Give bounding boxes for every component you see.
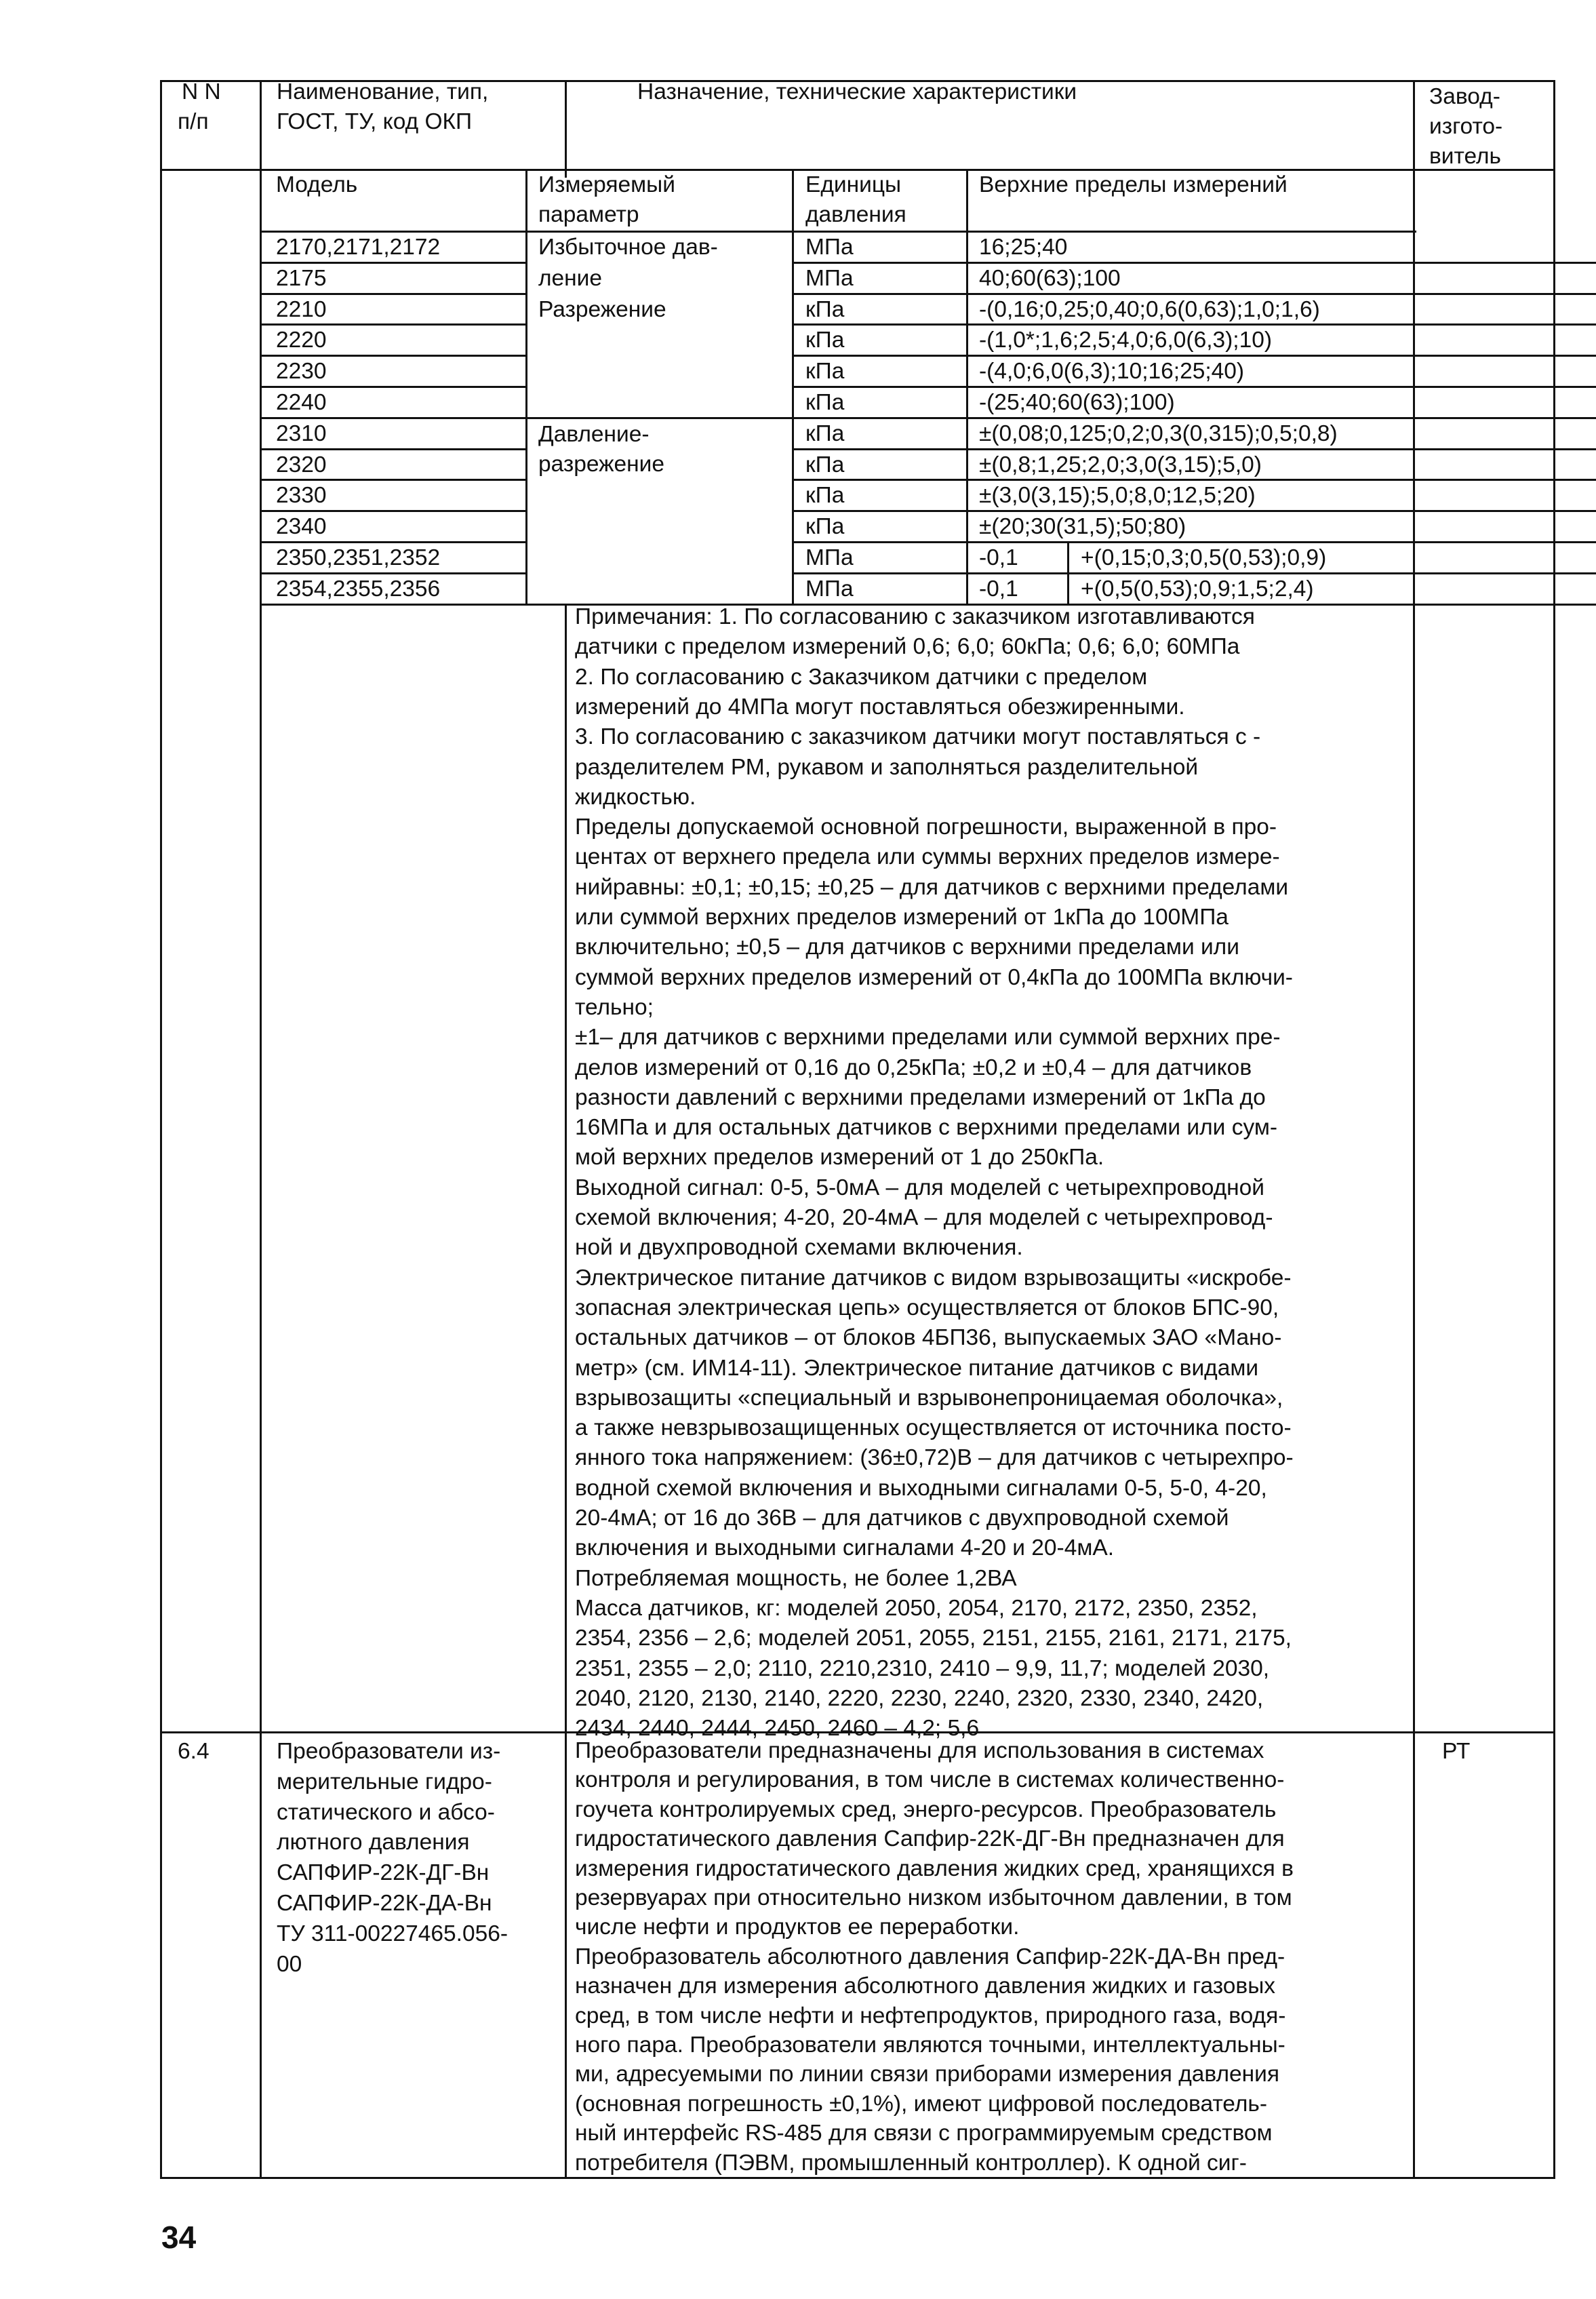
note-line: нийравны: ±0,1; ±0,15; ±0,25 – для датчиков с верхними пределами bbox=[575, 874, 1289, 900]
note-line: суммой верхних пределов измерений от 0,4кПа до 100МПа включи- bbox=[575, 964, 1293, 990]
note-line: 2354, 2356 – 2,6; моделей 2051, 2055, 2151, 2155, 2161, 2171, 2175, bbox=[575, 1626, 1292, 1651]
header-num-line1: N N bbox=[182, 79, 221, 104]
spec-cell-unit: кПа bbox=[805, 420, 845, 446]
description-line: гидростатического давления Сапфир-22К-ДГ-Вн предназначен для bbox=[575, 1826, 1285, 1852]
note-line: Масса датчиков, кг: моделей 2050, 2054, 2170, 2172, 2350, 2352, bbox=[575, 1595, 1258, 1621]
note-line: зопасная электрическая цепь» осуществляется от блоков БПС-90, bbox=[575, 1295, 1279, 1320]
spec-cell-model: 2340 bbox=[276, 514, 327, 540]
note-line: 20-4мА; от 16 до 36В – для датчиков с двухпроводной схемой bbox=[575, 1506, 1229, 1531]
item-name-line: лютного давления bbox=[277, 1830, 470, 1855]
spec-row-line bbox=[792, 262, 1596, 264]
spec-header-param-line1: Измеряемый bbox=[538, 172, 675, 197]
header-maker-line1: Завод- bbox=[1429, 84, 1500, 109]
spec-cell-limit: -0,1 bbox=[979, 545, 1018, 570]
note-line: жидкостью. bbox=[575, 784, 696, 810]
spec-header-limits: Верхние пределы измерений bbox=[979, 172, 1288, 197]
description-line: потребителя (ПЭВМ, промышленный контроллер). К одной сиг- bbox=[575, 2150, 1247, 2176]
spec-cell-limit: -(0,16;0,25;0,40;0,6(0,63);1,0;1,6) bbox=[979, 296, 1320, 322]
note-line: разности давлений с верхними пределами измерений от 1кПа до bbox=[575, 1084, 1266, 1110]
note-line: остальных датчиков – от блоков 4БП36, выпускаемых ЗАО «Мано- bbox=[575, 1325, 1282, 1351]
spec-cell-model: 2170,2171,2172 bbox=[276, 235, 441, 260]
spec-cell-model: 2350,2351,2352 bbox=[276, 545, 441, 570]
spec-cell-model: 2354,2355,2356 bbox=[276, 576, 441, 602]
spec-cell-limit-positive: +(0,5(0,53);0,9;1,5;2,4) bbox=[1081, 576, 1314, 602]
note-line: измерений до 4МПа могут поставляться обезжиренными. bbox=[575, 694, 1185, 720]
note-line: ±1– для датчиков с верхними пределами или суммой верхних пре- bbox=[575, 1025, 1281, 1050]
note-line: взрывозащиты «специальный и взрывонепроницаемая оболочка», bbox=[575, 1385, 1283, 1411]
item-name-line: 00 bbox=[277, 1951, 302, 1977]
item-name-line: САПФИР-22К-ДГ-Вн bbox=[277, 1860, 490, 1886]
note-line: мой верхних пределов измерений от 1 до 250кПа. bbox=[575, 1145, 1104, 1171]
param-overpressure-line1: Избыточное дав- bbox=[538, 235, 718, 260]
note-line: делов измерений от 0,16 до 0,25кПа; ±0,2 и ±0,4 – для датчиков bbox=[575, 1055, 1252, 1080]
spec-cell-model: 2210 bbox=[276, 296, 327, 322]
description-line: резервуарах при относительно низком избыточном давлении, в том bbox=[575, 1885, 1292, 1910]
note-line: метр» (см. ИМ14-11). Электрическое питание датчиков с видами bbox=[575, 1355, 1259, 1381]
note-line: разделителем РМ, рукавом и заполняться разделительной bbox=[575, 754, 1199, 780]
param-pressure-vacuum-line2: разрежение bbox=[538, 452, 665, 477]
header-purpose: Назначение, технические характеристики bbox=[637, 79, 1077, 104]
note-line: Потребляемая мощность, не более 1,2ВА bbox=[575, 1565, 1017, 1591]
col-line-2-top bbox=[565, 80, 567, 178]
spec-cell-unit: МПа bbox=[805, 576, 854, 602]
item-name-line: САПФИР-22К-ДА-Вн bbox=[277, 1891, 492, 1916]
description-line: контроля и регулирования, в том числе в системах количественно- bbox=[575, 1767, 1285, 1793]
spec-cell-model: 2310 bbox=[276, 420, 327, 446]
note-line: включительно; ±0,5 – для датчиков с верхними пределами или bbox=[575, 935, 1239, 960]
spec-cell-unit: кПа bbox=[805, 328, 845, 353]
note-line: или суммой верхних пределов измерений от 1кПа до 100МПа bbox=[575, 905, 1229, 930]
spec-cell-unit: МПа bbox=[805, 545, 854, 570]
description-line: ный интерфейс RS-485 для связи с программируемым средством bbox=[575, 2121, 1273, 2146]
note-line: 2434, 2440, 2444, 2450, 2460 – 4,2; 5,6 bbox=[575, 1716, 980, 1742]
description-line: сред, в том числе нефти и нефтепродуктов, природного газа, водя- bbox=[575, 2003, 1286, 2028]
header-name-line1: Наименование, тип, bbox=[277, 79, 489, 104]
spec-cell-unit: кПа bbox=[805, 483, 845, 509]
note-line: ной и двухпроводной схемами включения. bbox=[575, 1235, 1023, 1261]
spec-cell-unit: МПа bbox=[805, 265, 854, 291]
spec-cell-limit: -(1,0*;1,6;2,5;4,0;6,0(6,3);10) bbox=[979, 328, 1273, 353]
spec-cell-limit: ±(20;30(31,5);50;80) bbox=[979, 514, 1186, 540]
note-line: янного тока напряжением: (36±0,72)В – для датчиков с четырехпро- bbox=[575, 1445, 1294, 1471]
description-line: Преобразователи предназначены для использования в системах bbox=[575, 1738, 1264, 1763]
note-line: датчики с пределом измерений 0,6; 6,0; 60кПа; 0,6; 6,0; 60МПа bbox=[575, 634, 1240, 660]
spec-cell-model: 2330 bbox=[276, 483, 327, 509]
header-maker-line2: изгото- bbox=[1429, 114, 1503, 139]
note-line: схемой включения; 4-20, 20-4мА – для моделей с четырехпровод- bbox=[575, 1205, 1273, 1230]
description-line: (основная погрешность ±0,1%), имеют цифровой последователь- bbox=[575, 2091, 1267, 2117]
spec-cell-model: 2240 bbox=[276, 390, 327, 415]
description-line: Преобразователь абсолютного давления Сапфир-22К-ДА-Вн пред- bbox=[575, 1944, 1285, 1969]
description-line: гоучета контролируемых сред, энерго-ресурсов. Преобразователь bbox=[575, 1796, 1277, 1822]
spec-header-units-line1: Единицы bbox=[805, 172, 902, 197]
col-line-2-bottom bbox=[565, 604, 567, 2179]
description-line: ного пара. Преобразователи являются точными, интеллектуальны- bbox=[575, 2032, 1285, 2058]
spec-header-param-line2: параметр bbox=[538, 202, 639, 227]
note-line: 16МПа и для остальных датчиков с верхними пределами или сум- bbox=[575, 1115, 1278, 1141]
item-name-line: мерительные гидро- bbox=[277, 1769, 492, 1794]
frame-left bbox=[160, 80, 162, 2179]
header-maker-line3: витель bbox=[1429, 144, 1501, 169]
note-line: Электрическое питание датчиков с видом взрывозащиты «искробе- bbox=[575, 1265, 1292, 1291]
spec-cell-unit: МПа bbox=[805, 235, 854, 260]
note-line: а также невзрывозащищенных осуществляется от источника посто- bbox=[575, 1415, 1292, 1441]
description-line: измерения гидростатического давления жидких сред, хранящихся в bbox=[575, 1855, 1294, 1881]
note-line: тельно; bbox=[575, 994, 654, 1020]
spec-cell-unit: кПа bbox=[805, 296, 845, 322]
spec-cell-limit: ±(3,0(3,15);5,0;8,0;12,5;20) bbox=[979, 483, 1256, 509]
spec-cell-limit: -(4,0;6,0(6,3);10;16;25;40) bbox=[979, 359, 1245, 385]
spec-cell-unit: кПа bbox=[805, 514, 845, 540]
spec-cell-model: 2320 bbox=[276, 452, 327, 477]
spec-cell-unit: кПа bbox=[805, 390, 845, 415]
note-line: 2351, 2355 – 2,0; 2110, 2210,2310, 2410 – 9,9, 11,7; моделей 2030, bbox=[575, 1655, 1270, 1681]
spec-cell-limit-positive: +(0,15;0,3;0,5(0,53);0,9) bbox=[1081, 545, 1327, 570]
spec-cell-limit: -0,1 bbox=[979, 576, 1018, 602]
item-name-line: статического и абсо- bbox=[277, 1799, 495, 1825]
spec-header-model: Модель bbox=[276, 172, 358, 197]
spec-cell-limit: -(25;40;60(63);100) bbox=[979, 390, 1175, 415]
note-line: включения и выходными сигналами 4-20 и 20-4мА. bbox=[575, 1535, 1115, 1561]
spec-cell-limit: 40;60(63);100 bbox=[979, 265, 1121, 291]
frame-right bbox=[1553, 80, 1555, 2179]
item-name-line: ТУ 311-00227465.056- bbox=[277, 1921, 508, 1946]
description-line: числе нефти и продуктов ее переработки. bbox=[575, 1914, 1020, 1940]
param-overpressure-line2: ление bbox=[538, 266, 603, 291]
spec-cell-limit: ±(0,8;1,25;2,0;3,0(3,15);5,0) bbox=[979, 452, 1262, 477]
spec-cell-model: 2230 bbox=[276, 359, 327, 385]
note-line: 2040, 2120, 2130, 2140, 2220, 2230, 2240, 2320, 2330, 2340, 2420, bbox=[575, 1685, 1264, 1711]
note-line: Пределы допускаемой основной погрешности, выраженной в про- bbox=[575, 814, 1277, 840]
spec-cell-unit: кПа bbox=[805, 452, 845, 477]
spec-cell-unit: кПа bbox=[805, 359, 845, 385]
header-name-line2: ГОСТ, ТУ, код ОКП bbox=[277, 109, 473, 134]
spec-cell-model: 2220 bbox=[276, 328, 327, 353]
header-num-line2: п/п bbox=[178, 109, 209, 134]
note-line: 3. По согласованию с заказчиком датчики могут поставляться с - bbox=[575, 724, 1261, 750]
item-6-4-maker: РТ bbox=[1442, 1739, 1471, 1764]
note-line: Выходной сигнал: 0-5, 5-0мА – для моделей с четырехпроводной bbox=[575, 1175, 1265, 1200]
note-line: Примечания: 1. По согласованию с заказчиком изготавливаются bbox=[575, 604, 1255, 629]
spec-cell-limit: ±(0,08;0,125;0,2;0,3(0,315);0,5;0,8) bbox=[979, 420, 1338, 446]
description-line: назначен для измерения абсолютного давления жидких и газовых bbox=[575, 1973, 1276, 1999]
item-name-line: Преобразователи из- bbox=[277, 1739, 501, 1764]
note-line: центах от верхнего предела или суммы верхних пределов измере- bbox=[575, 844, 1280, 870]
spec-cell-limit: 16;25;40 bbox=[979, 235, 1068, 260]
spec-header-units-line2: давления bbox=[805, 202, 906, 227]
item-6-4-number: 6.4 bbox=[178, 1739, 210, 1764]
spec-cell-model: 2175 bbox=[276, 265, 327, 291]
col-line-1 bbox=[260, 80, 262, 2179]
note-line: водной схемой включения и выходными сигналами 0-5, 5-0, 4-20, bbox=[575, 1475, 1267, 1501]
param-pressure-vacuum-line1: Давление- bbox=[538, 422, 650, 447]
note-line: 2. По согласованию с Заказчиком датчики с пределом bbox=[575, 664, 1148, 690]
page-number: 34 bbox=[161, 2220, 197, 2255]
description-line: ми, адресуемыми по линии связи приборами измерения давления bbox=[575, 2062, 1279, 2087]
param-vacuum: Разрежение bbox=[538, 297, 666, 322]
